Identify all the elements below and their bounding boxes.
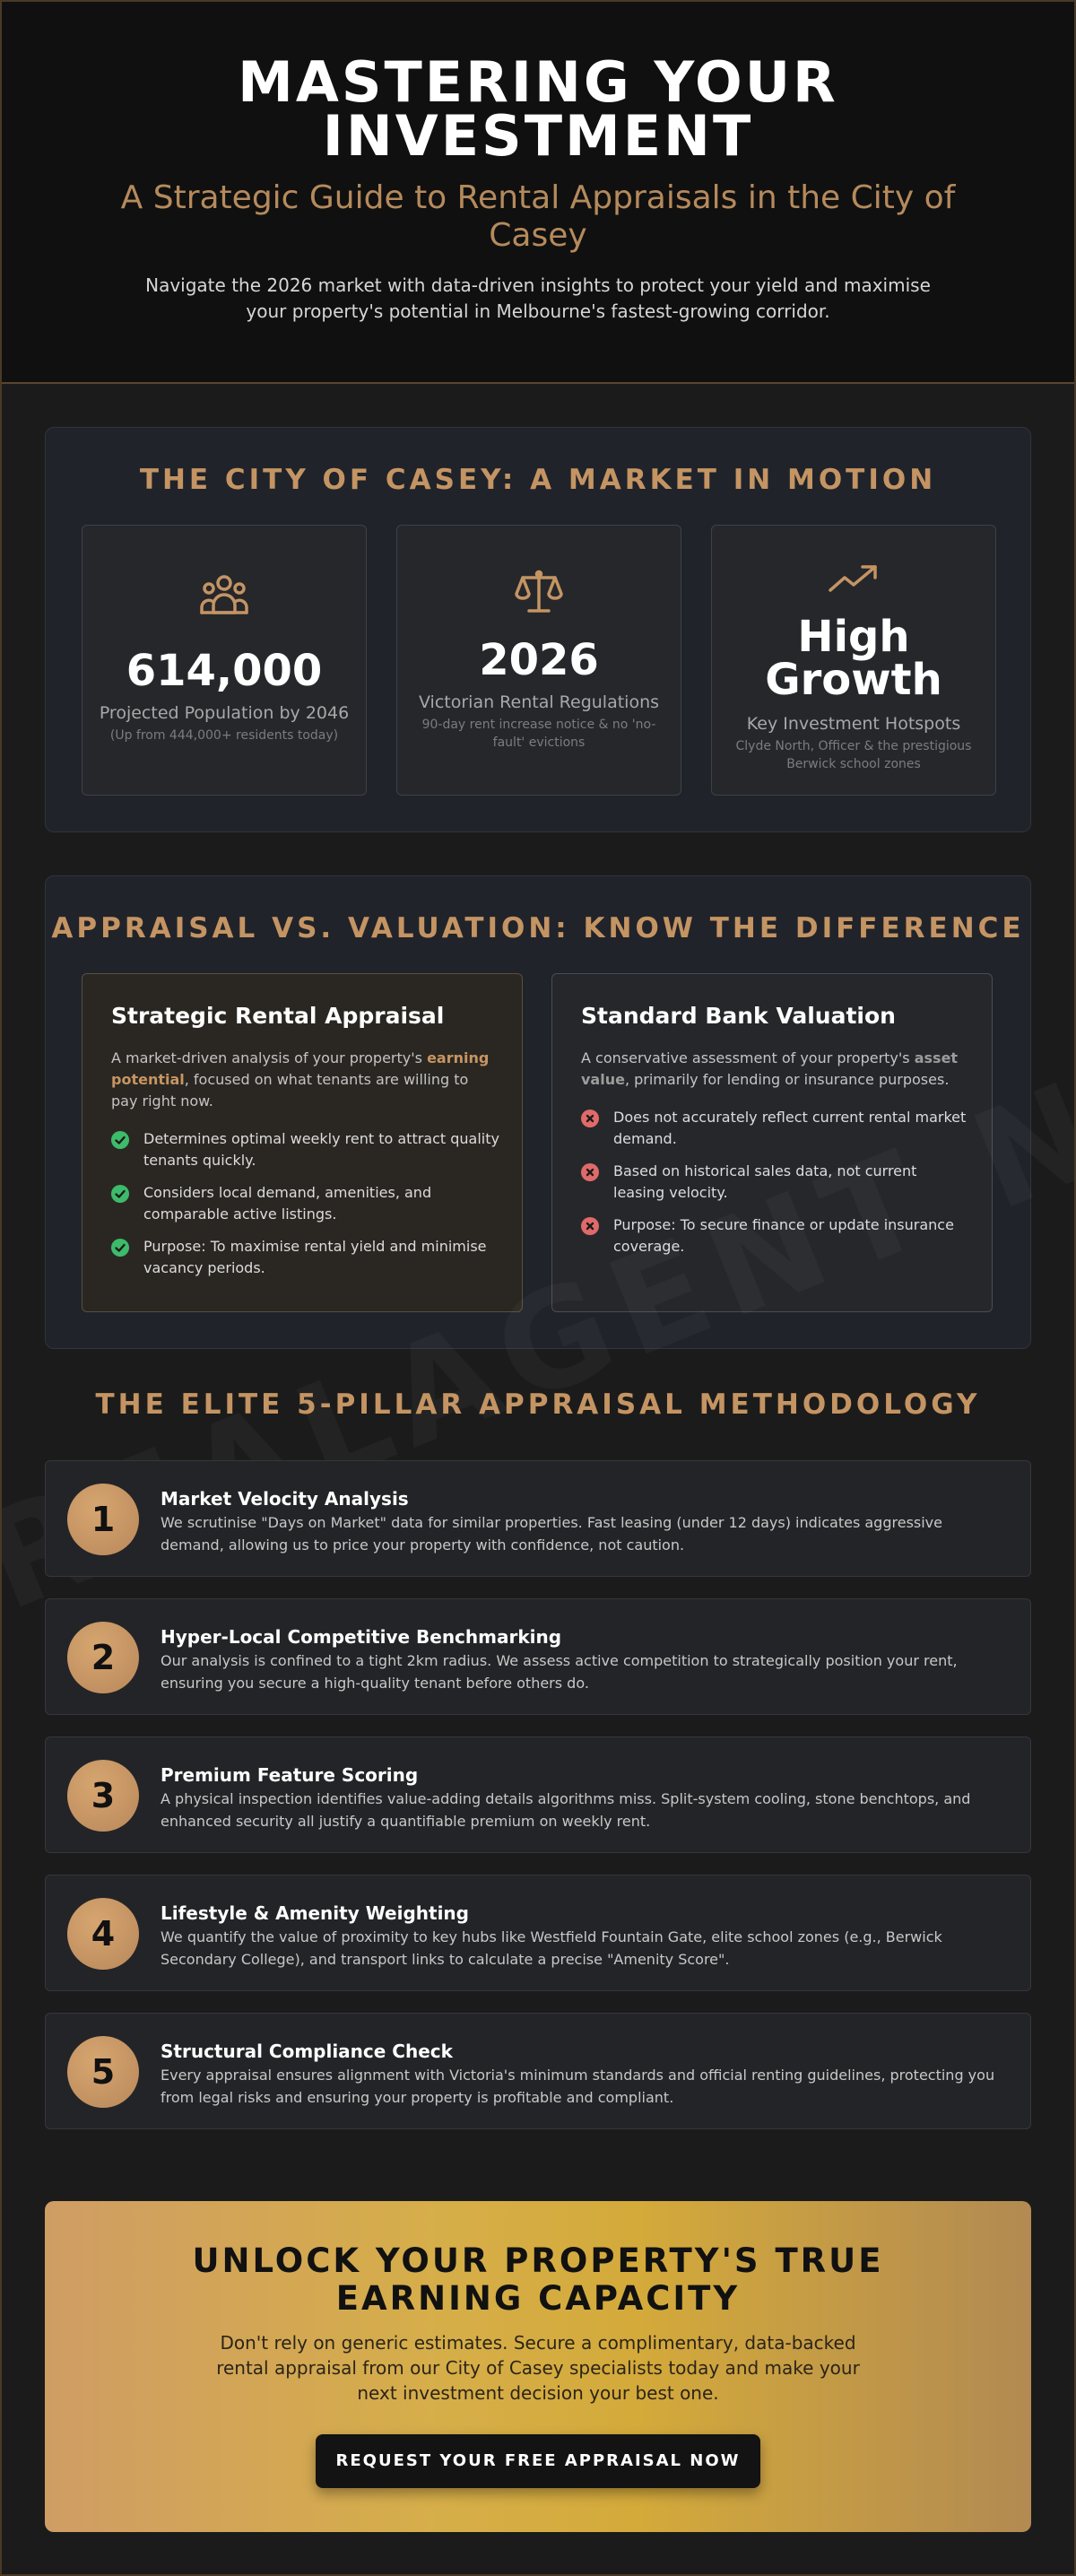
pillar-card — [45, 1875, 1031, 1991]
appraisal-card — [82, 973, 523, 1312]
pillar-title: Hyper-Local Competitive Benchmarking — [161, 1626, 562, 1648]
pillar-title: Premium Feature Scoring — [161, 1764, 419, 1786]
cross-icon — [581, 1110, 599, 1127]
pillar-card — [45, 1598, 1031, 1715]
page-subtitle: A Strategic Guide to Rental Appraisals in the City of Casey — [120, 179, 956, 254]
trend-up-icon — [712, 561, 995, 606]
pillar-title: Structural Compliance Check — [161, 2041, 453, 2062]
stat-card-hotspots — [711, 525, 996, 796]
check-icon — [111, 1239, 129, 1257]
check-icon — [111, 1131, 129, 1149]
pillar-text: We scrutinise "Days on Market" data for similar properties. Fast leasing (under 12 days) indicates aggressive demand, allowing us to price your property with confidence, not caution. — [161, 1514, 942, 1553]
stat-value: 2026 — [479, 635, 599, 685]
list-item: Purpose: To maximise rental yield and minimise vacancy periods. — [111, 1236, 500, 1279]
appraisal-points — [111, 1128, 500, 1290]
methodology-title: THE ELITE 5-PILLAR APPRAISAL METHODOLOGY — [95, 1388, 981, 1421]
people-icon — [82, 572, 366, 617]
stat-label: Projected Population by 2046 — [99, 703, 350, 723]
cross-icon — [581, 1217, 599, 1235]
cta-banner — [45, 2201, 1031, 2532]
pillar-card — [45, 1460, 1031, 1577]
list-item: Purpose: To secure finance or update insurance coverage. — [581, 1214, 970, 1258]
stat-note: (Up from 444,000+ residents today) — [109, 728, 339, 743]
list-item: Does not accurately reflect current rental market demand. — [581, 1107, 970, 1150]
market-panel — [45, 427, 1031, 832]
stat-note: 90-day rent increase notice & no 'no-fault' evictions — [421, 718, 656, 750]
pillar-number: 3 — [67, 1760, 139, 1832]
pillar-number: 4 — [67, 1898, 139, 1970]
hero-header — [0, 0, 1076, 384]
appraisal-heading: Strategic Rental Appraisal — [111, 1003, 445, 1029]
appraisal-description: A market-driven analysis of your property's earning potential, focused on what tenants are willing to pay right now. — [111, 1049, 490, 1110]
cross-icon — [581, 1163, 599, 1181]
valuation-heading: Standard Bank Valuation — [581, 1003, 896, 1029]
cta-text: Don't rely on generic estimates. Secure a complimentary, data-backed rental appraisal from our City of Casey specialists today and make your next investment decision your best one. — [216, 2332, 860, 2404]
pillar-title: Market Velocity Analysis — [161, 1488, 409, 1510]
pillar-number: 1 — [67, 1484, 139, 1555]
pillar-title: Lifestyle & Amenity Weighting — [161, 1902, 469, 1924]
valuation-description: A conservative assessment of your property's asset value, primarily for lending or insurance purposes. — [581, 1049, 959, 1088]
pillar-card — [45, 2013, 1031, 2129]
pillar-card — [45, 1736, 1031, 1853]
pillar-text: Every appraisal ensures alignment with Victoria's minimum standards and official renting guidelines, protecting you from legal risks and ensuring your property is profitable and compliant. — [161, 2067, 995, 2106]
scales-icon — [397, 569, 681, 614]
stat-value: High Growth — [765, 612, 942, 705]
pillar-number: 2 — [67, 1622, 139, 1693]
market-title: THE CITY OF CASEY: A MARKET IN MOTION — [139, 464, 937, 496]
list-item: Considers local demand, amenities, and comparable active listings. — [111, 1182, 500, 1225]
list-item: Based on historical sales data, not current leasing velocity. — [581, 1161, 970, 1204]
list-item: Determines optimal weekly rent to attract quality tenants quickly. — [111, 1128, 500, 1171]
highlight-term: asset value — [581, 1049, 959, 1088]
intro-text: Navigate the 2026 market with data-driven insights to protect your yield and maximise your property's potential in Melbourne's fastest-growing corridor. — [145, 274, 931, 322]
stat-note: Clyde North, Officer & the prestigious Berwick school zones — [735, 739, 972, 771]
stat-label: Key Investment Hotspots — [746, 714, 961, 734]
stat-label: Victorian Rental Regulations — [418, 692, 660, 712]
stat-value: 614,000 — [126, 646, 323, 696]
check-icon — [111, 1185, 129, 1203]
pillar-text: We quantify the value of proximity to key hubs like Westfield Fountain Gate, elite school zones (e.g., Berwick Secondary College), and transport links to calculate a precise "Amenity Score". — [161, 1928, 942, 1968]
stat-card-population — [82, 525, 367, 796]
pillar-text: Our analysis is confined to a tight 2km radius. We assess active competition to strategically position your rent, ensuring you secure a high-quality tenant before others do. — [161, 1652, 958, 1692]
pillar-text: A physical inspection identifies value-adding details algorithms miss. Split-system cooling, stone benchtops, and enhanced security all justify a quantifiable premium on weekly rent. — [161, 1790, 971, 1830]
stat-card-regulations — [396, 525, 681, 796]
page-title: MASTERING YOUR INVESTMENT — [238, 49, 838, 169]
request-appraisal-button[interactable]: REQUEST YOUR FREE APPRAISAL NOW — [316, 2434, 760, 2488]
comparison-title: APPRAISAL VS. VALUATION: KNOW THE DIFFERENCE — [51, 912, 1025, 944]
pillar-number: 5 — [67, 2036, 139, 2108]
highlight-term: earning potential — [111, 1049, 490, 1088]
cta-heading: UNLOCK YOUR PROPERTY'S TRUE EARNING CAPACITY — [192, 2241, 884, 2318]
